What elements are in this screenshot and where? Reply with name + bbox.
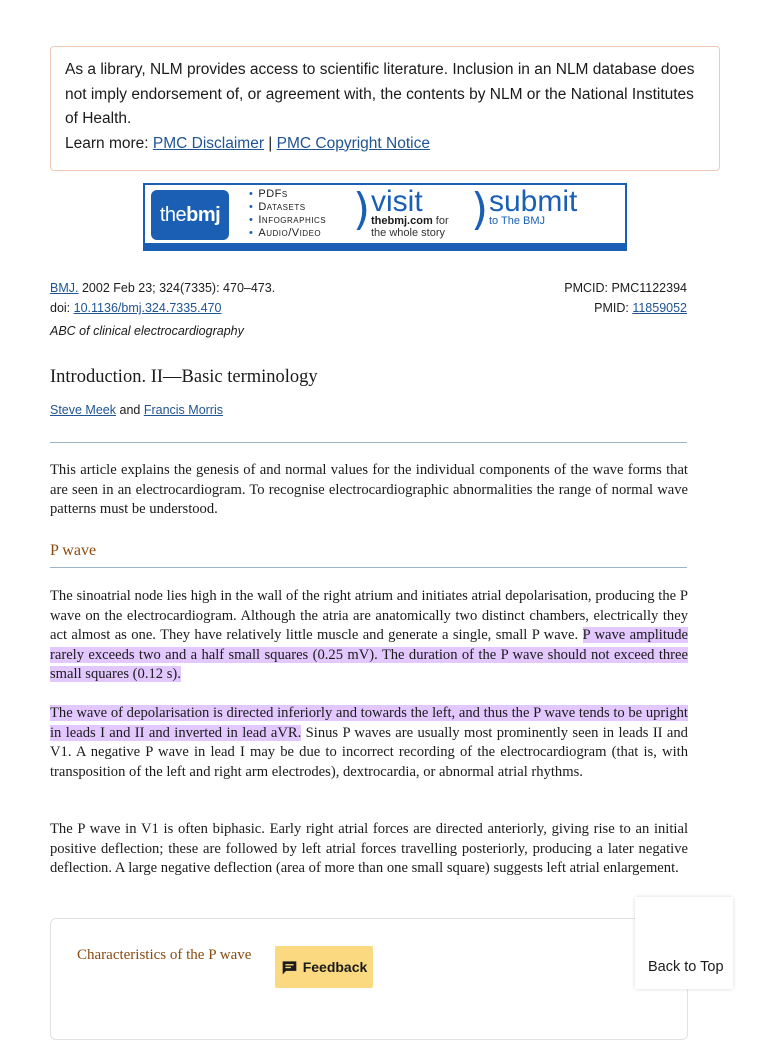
pmcid: PMCID: PMC1122394 (564, 281, 687, 295)
pmc-disclaimer-link[interactable]: PMC Disclaimer (152, 134, 264, 152)
box-title: Characteristics of the P wave (77, 947, 252, 963)
visit-subtext: thebmj.com for the whole story (371, 215, 449, 239)
author-separator: and (116, 403, 144, 417)
highlighted-text: The wave of depolarisation is directed inferiorly and towards the left, and thus the P wave tends to be upright in leads I and II and inverted in lead aVR. (50, 705, 688, 741)
visit-word: visit (371, 185, 423, 218)
divider (50, 442, 687, 443)
banner-item: • Audio/Video (249, 227, 326, 240)
pmid-line (594, 300, 687, 316)
author-link[interactable]: Steve Meek (50, 403, 117, 417)
doi-line (50, 300, 221, 316)
brace-divider-icon: ) (353, 184, 371, 235)
divider (50, 567, 687, 568)
doi-link[interactable]: 10.1136/bmj.324.7335.470 (73, 301, 222, 315)
bmj-logo: thebmj (151, 190, 229, 240)
body-paragraph: The P wave in V1 is often biphasic. Early right atrial forces are directed anteriorly, giving rise to an initial positive deflection; these are followed by left atrial forces travelling posteriorly, producing a later negative deflection. A large negative deflection (area of more than one small square) suggests left atrial enlargement. (50, 821, 688, 876)
pmid-prefix: PMID: (594, 301, 633, 315)
bmj-advert-banner[interactable] (143, 183, 627, 251)
submit-word: submit (489, 185, 578, 218)
submit-subtext: to The BMJ (489, 215, 546, 227)
section-heading-p-wave: P wave (50, 542, 97, 559)
author-list (50, 403, 223, 417)
learn-more-prefix: Learn more: (65, 134, 149, 152)
library-notice (50, 46, 720, 171)
notice-text: As a library, NLM provides access to scientific literature. Inclusion in an NLM database does not imply endorsement of, or agreement with, the contents by NLM or the National Institutes of Health. (65, 61, 695, 127)
feedback-button[interactable] (275, 946, 373, 988)
journal-link[interactable]: BMJ. (50, 281, 79, 295)
brace-divider-icon: ) (471, 184, 489, 235)
feedback-label: Feedback (302, 959, 368, 975)
intro-paragraph: This article explains the genesis of and normal values for the individual components of the wave forms that are seen in an electrocardiogram. To recognise electrocardiographic abnormalities the range of normal wave patterns must be understood. (50, 462, 688, 517)
banner-item: • Datasets (249, 201, 326, 214)
author-link[interactable]: Francis Morris (143, 403, 223, 417)
body-paragraph: The sinoatrial node lies high in the wall of the right atrium and initiates atrial depolarisation, producing the P wave on the electrocardiogram. Although the atria are anatomically two distinct chambers, electrically they act almost as one. They have relatively little muscle and generate a single, small P wave. P wave amplitude rarely exceeds two and a half small squares (0.25 mV). The duration of the P wave should not exceed three small squares (0.12 s). (50, 588, 688, 682)
learn-more-line (65, 132, 705, 157)
citation-details: 2002 Feb 23; 324(7335): 470–473. (78, 281, 276, 295)
banner-item: • PDFs (249, 188, 326, 201)
pmid-link[interactable]: 11859052 (632, 301, 687, 315)
body-paragraph: The wave of depolarisation is directed inferiorly and towards the left, and thus the P wave tends to be upright in leads I and II and inverted in lead aVR. Sinus P waves are usually most prominently seen in leads II and V1. A negative P wave in lead I may be due to incorrect recording of the electrocardiogram (that is, with transposition of the left and right arm electrodes), dextrocardia, or abnormal atrial rhythms. (50, 705, 688, 780)
link-separator: | (268, 134, 273, 152)
back-to-top-label: Back to Top (648, 959, 724, 975)
doi-prefix: doi: (50, 301, 74, 315)
back-to-top-button[interactable] (635, 897, 733, 989)
citation-line (50, 280, 275, 296)
pmc-copyright-link[interactable]: PMC Copyright Notice (276, 134, 430, 152)
banner-item: • Infographics (249, 214, 326, 227)
banner-item-list (249, 188, 326, 240)
highlighted-text: P wave amplitude rarely exceeds two and a half small squares (0.25 mV). The duration of the P wave should not exceed three small squares (0.12 s). (50, 627, 688, 682)
chat-icon (281, 960, 298, 975)
series-label: ABC of clinical electrocardiography (50, 324, 244, 338)
article-title: Introduction. II—Basic terminology (50, 367, 318, 387)
